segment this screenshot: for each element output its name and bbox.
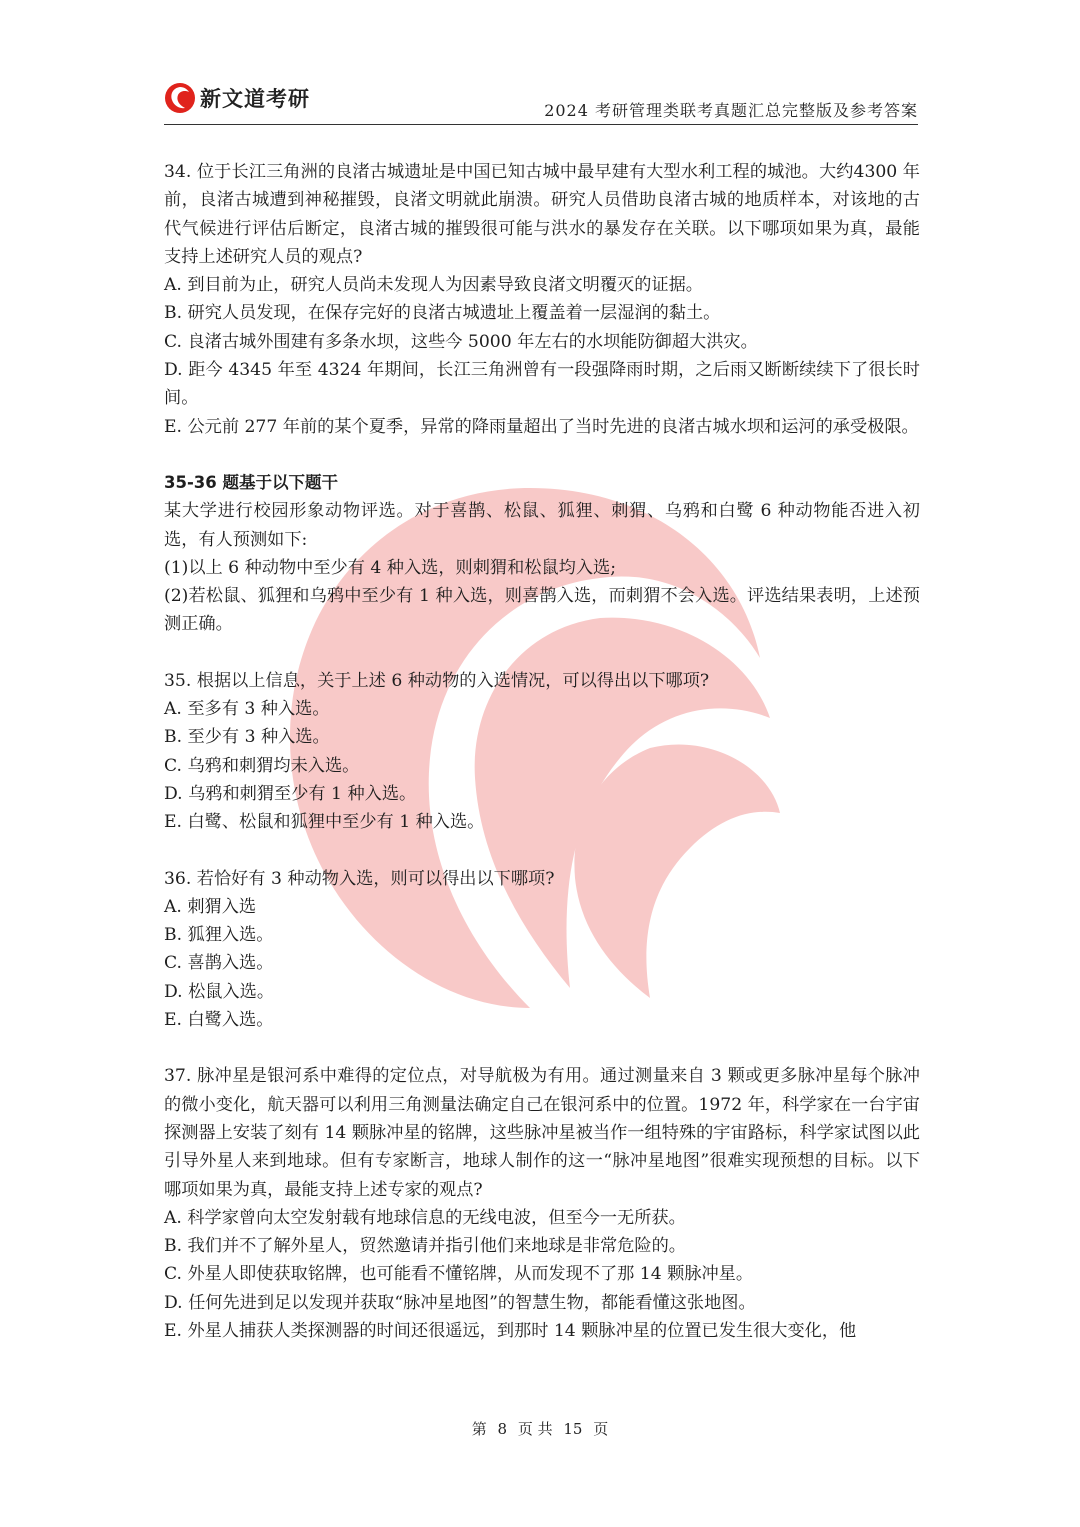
question-36-option-e: E. 白鹭入选。 <box>164 1010 274 1031</box>
question-37-option-b: B. 我们并不了解外星人，贸然邀请并指引他们来地球是非常危险的。 <box>164 1236 686 1257</box>
question-36-option-a: A. 刺猬入选 <box>164 896 257 917</box>
page-footer <box>0 1418 1080 1439</box>
document-title: 2024 考研管理类联考真题汇总完整版及参考答案 <box>544 101 918 120</box>
page-content <box>164 158 920 1345</box>
question-37-stem: 37. 脉冲星是银河系中难得的定位点，对导航极为有用。通过测量来自 3 颗或更多脉冲星每个脉冲的微小变化，航天器可以利用三角测量法确定自己在银河系中的位置。1972 年，科学家在一台宇宙探测器上安装了刻有 14 颗脉冲星的铭牌，这些脉冲星被当作一组特殊的宇宙路标，科学家试图以此引导外星人来到地球。但有专家断言，地球人制作的这一“脉冲星地图”很难实现预想的目标。以下哪项如果为真，最能支持上述专家的观点? <box>164 1066 920 1200</box>
question-35-option-d: D. 乌鸦和刺猬至少有 1 种入选。 <box>164 783 417 804</box>
footer-prefix: 第 <box>471 1420 487 1438</box>
question-group-title: 35-36 题基于以下题干 <box>164 472 339 492</box>
question-35-stem: 35. 根据以上信息，关于上述 6 种动物的入选情况，可以得出以下哪项? <box>164 670 710 691</box>
brand-logo <box>164 82 310 114</box>
question-34-stem: 34. 位于长江三角洲的良渚古城遗址是中国已知古城中最早建有大型水利工程的城池。大约4300 年前，良渚古城遭到神秘摧毁，良渚文明就此崩溃。研究人员借助良渚古城的地质样本，对该地的古代气候进行评估后断定，良渚古城的摧毁很可能与洪水的暴发存在关联。以下哪项如果为真，最能支持上述研究人员的观点? <box>164 162 920 267</box>
question-group-condition-1: (1)以上 6 种动物中至少有 4 种入选，则刺猬和松鼠均入选; <box>164 557 616 578</box>
question-37-option-d: D. 任何先进到足以发现并获取“脉冲星地图”的智慧生物，都能看懂这张地图。 <box>164 1292 756 1313</box>
total-page-count: 15 <box>563 1420 583 1438</box>
question-36-option-d: D. 松鼠入选。 <box>164 981 275 1002</box>
question-34-option-a: A. 到目前为止，研究人员尚未发现人为因素导致良渚文明覆灭的证据。 <box>164 275 703 296</box>
question-35-option-e: E. 白鹭、松鼠和狐狸中至少有 1 种入选。 <box>164 812 485 833</box>
question-36-option-c: C. 喜鹊入选。 <box>164 953 274 974</box>
brand-name: 新文道考研 <box>200 87 310 111</box>
phoenix-logo-icon <box>164 82 196 114</box>
footer-suffix: 页 <box>593 1420 609 1438</box>
question-group-condition-2: (2)若松鼠、狐狸和乌鸦中至少有 1 种入选，则喜鹊入选，而刺猬不会入选。评选结果表明，上述预测正确。 <box>164 586 920 635</box>
question-34-option-b: B. 研究人员发现，在保存完好的良渚古城遗址上覆盖着一层湿润的黏土。 <box>164 303 721 324</box>
question-37-option-e: E. 外星人捕获人类探测器的时间还很遥远，到那时 14 颗脉冲星的位置已发生很大变化，他 <box>164 1320 857 1341</box>
question-35-option-a: A. 至多有 3 种入选。 <box>164 699 330 720</box>
page-header <box>164 80 918 125</box>
current-page-number: 8 <box>497 1420 508 1438</box>
question-35-option-b: B. 至少有 3 种入选。 <box>164 727 330 748</box>
question-36-option-b: B. 狐狸入选。 <box>164 925 274 946</box>
question-37-option-c: C. 外星人即使获取铭牌，也可能看不懂铭牌，从而发现不了那 14 颗脉冲星。 <box>164 1264 754 1285</box>
question-34-option-d: D. 距今 4345 年至 4324 年期间，长江三角洲曾有一段强降雨时期，之后雨又断断续续下了很长时间。 <box>164 360 920 409</box>
question-group-stem: 某大学进行校园形象动物评选。对于喜鹊、松鼠、狐狸、刺猬、乌鸦和白鹭 6 种动物能否进入初选，有人预测如下: <box>164 501 920 550</box>
question-37-option-a: A. 科学家曾向太空发射载有地球信息的无线电波，但至今一无所获。 <box>164 1207 686 1228</box>
footer-middle: 页 共 <box>517 1420 553 1438</box>
question-34-option-e: E. 公元前 277 年前的某个夏季，异常的降雨量超出了当时先进的良渚古城水坝和运河的承受极限。 <box>164 416 919 437</box>
question-36-stem: 36. 若恰好有 3 种动物入选，则可以得出以下哪项? <box>164 868 555 889</box>
question-34-option-c: C. 良渚古城外围建有多条水坝，这些今 5000 年左右的水坝能防御超大洪灾。 <box>164 331 758 352</box>
question-35-option-c: C. 乌鸦和刺猬均未入选。 <box>164 755 360 776</box>
